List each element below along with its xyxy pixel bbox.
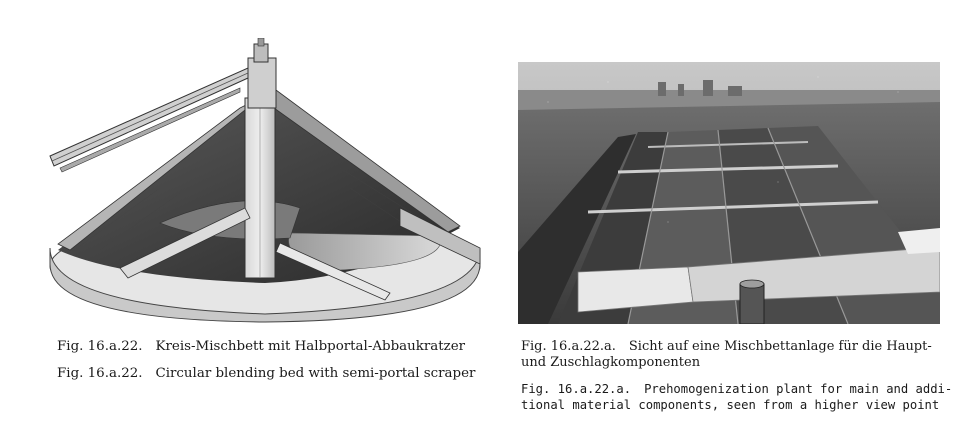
circular-blending-bed-illustration — [40, 38, 485, 323]
figure-number: Fig. 16.a.22. — [57, 366, 143, 381]
caption-text-line2: tional material components, seen from a higher view point — [521, 398, 940, 412]
caption-left-english — [57, 366, 475, 382]
figure-number: Fig. 16.a.22.a. — [521, 339, 616, 354]
caption-text-line1: Sicht auf eine Mischbettanlage für die Haupt- — [628, 339, 932, 354]
caption-text: Kreis-Mischbett mit Halbportal-Abbaukratzer — [155, 339, 466, 354]
prehomogenization-plant-photo — [518, 62, 940, 324]
caption-text-line2: und Zuschlagkomponenten — [521, 355, 701, 370]
caption-right-english — [521, 381, 952, 413]
figure-number: Fig. 16.a.22.a. — [521, 382, 632, 396]
caption-text-line1: Prehomogenization plant for main and addi- — [644, 382, 953, 396]
caption-left-german — [57, 339, 465, 355]
caption-text: Circular blending bed with semi-portal scraper — [155, 366, 476, 381]
figure-number: Fig. 16.a.22. — [57, 339, 143, 354]
caption-right-german — [521, 339, 932, 371]
